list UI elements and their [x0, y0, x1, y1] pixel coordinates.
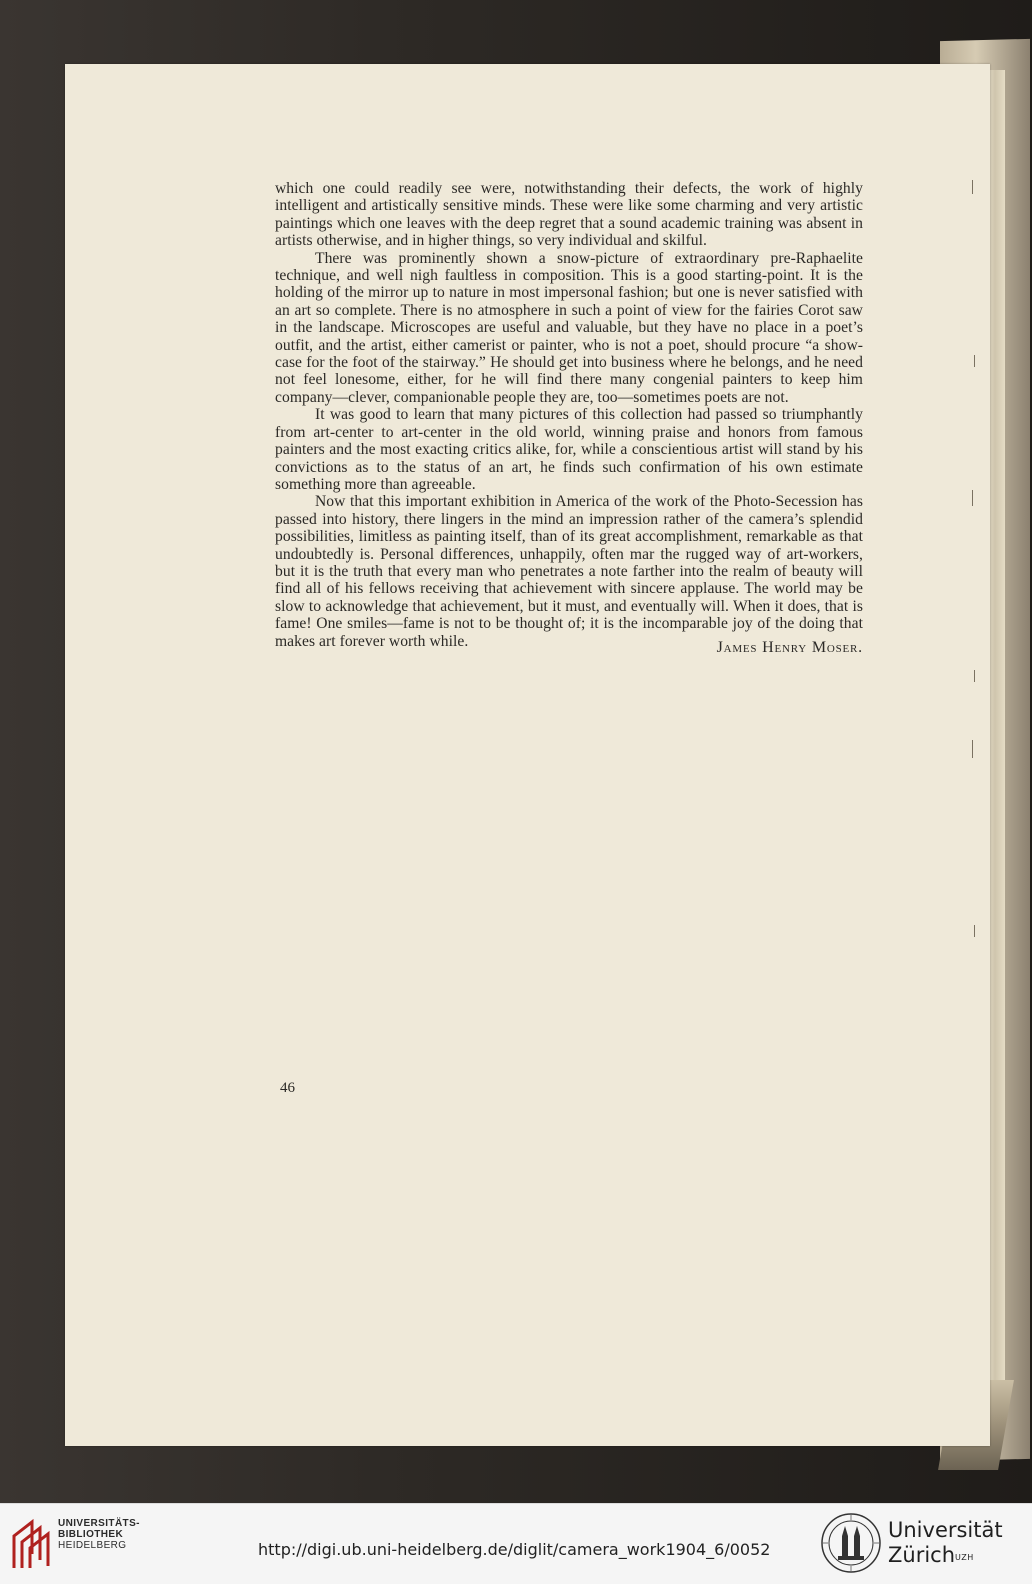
margin-mark — [974, 670, 975, 682]
viewer-footer — [0, 1503, 1032, 1584]
permalink-url[interactable]: http://digi.ub.uni-heidelberg.de/diglit/camera_work1904_6/0052 — [258, 1540, 771, 1559]
margin-mark — [972, 180, 973, 194]
margin-mark — [974, 355, 975, 367]
library-name — [58, 1518, 140, 1551]
author-signature: James Henry Moser. — [716, 638, 863, 656]
heidelberg-library-logo-icon[interactable] — [8, 1514, 60, 1572]
margin-mark — [974, 925, 975, 937]
article-text — [275, 180, 863, 656]
margin-mark — [972, 740, 973, 758]
paragraph-1: which one could readily see were, notwithstanding their defects, the work of highly intelligent and artistically sensitive minds. These were like some charming and very artistic paintings which one leaves with the deep regret that a sound academic training was absent in artists otherwise, and in higher things, so very individual and skilful. — [275, 180, 863, 250]
library-name-line2: BIBLIOTHEK — [58, 1529, 124, 1540]
paragraph-4: Now that this important exhibition in America of the work of the Photo-Secession has passed into history, there lingers in the mind an impression rather of the camera’s splendid possibilities, limitless as painting itself, than of its great accomplishment, remarkable as that undoubtedly is. Personal differences, unhappily, often mar the rugged way of art-workers, but it is the truth that every man who penetrates a note farther into the realm of beauty will find all of his fellows receiving that achievement with sincere applause. The world may be slow to acknowledge that achievement, but it must, and eventually will. When it does, that is fame! One smiles—fame is not to be thought of; it is the incomparable joy of the doing that makes art forever worth while. — [275, 493, 863, 650]
uzh-name-line2 — [888, 1543, 1003, 1568]
paragraph-2: There was prominently shown a snow-picture of extraordinary pre-Raphaelite technique, and well nigh faultless in composition. This is a good starting-point. It is the holding of the mirror up to nature in most impersonal fashion; but one is never satisfied with an art so complete. There is no atmosphere in such a point of view for the fairies Corot saw in the landscape. Microscopes are useful and valuable, but they have no place in a poet’s outfit, and the artist, either camerist or painter, who is not a poet, should procure “a show-case for the foot of the stairway.” He should get into business where he belongs, and he need not feel lonesome, either, for he will find there many congenial painters to keep him company—clever, companionable people they are, too—sometimes poets are not. — [275, 249, 863, 406]
library-name-line3: HEIDELBERG — [58, 1540, 127, 1551]
margin-mark — [972, 490, 973, 506]
paragraph-3: It was good to learn that many pictures of this collection had passed so triumphantly from art-center to art-center in the old world, winning praise and honors from famous painters and the most exacting critics alike, for, while a conscientious artist will stand by his convictions as to the status of an art, he finds such confirmation of his own estimate something more than agreeable. — [275, 406, 863, 493]
page-number: 46 — [280, 1080, 295, 1096]
uzh-superscript: UZH — [955, 1553, 974, 1562]
uzh-name-line1: Universität — [888, 1518, 1003, 1542]
library-name-line1: UNIVERSITÄTS- — [58, 1518, 140, 1529]
uzh-seal-icon[interactable] — [820, 1512, 882, 1574]
uzh-name — [888, 1518, 1003, 1568]
uzh-name-city: Zürich — [888, 1543, 956, 1567]
